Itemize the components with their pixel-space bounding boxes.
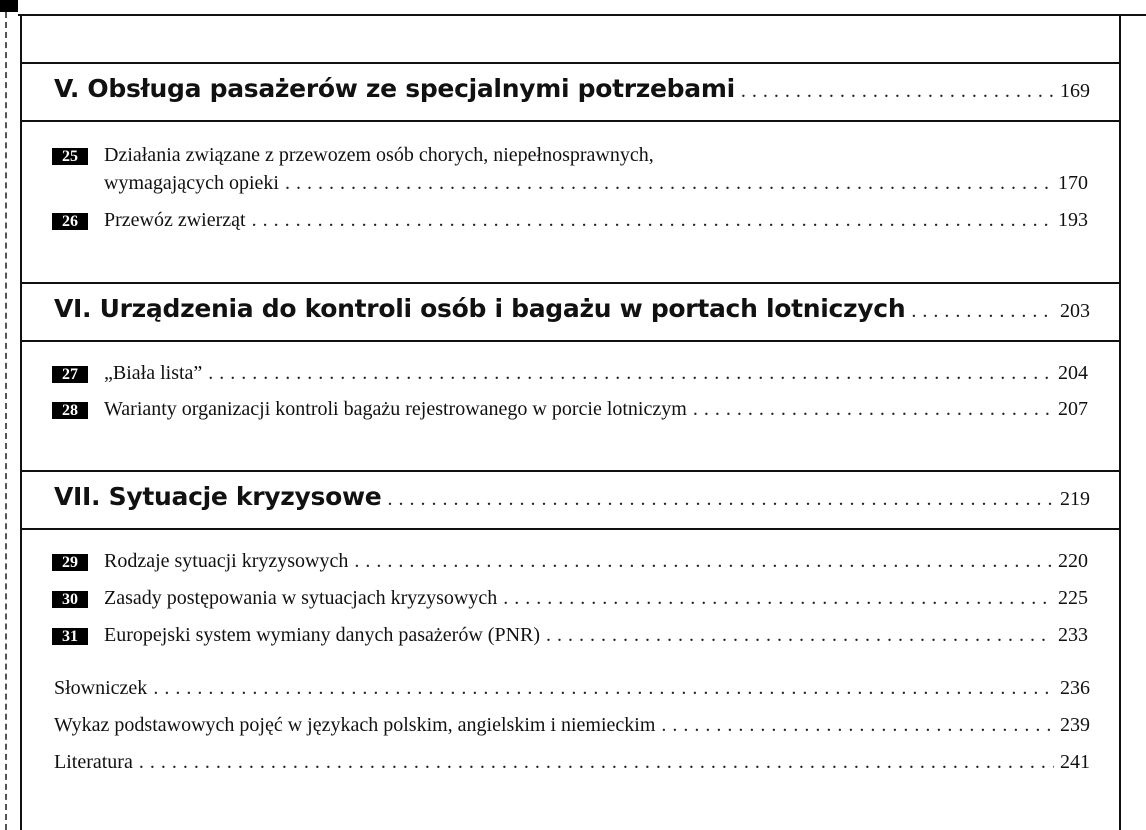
entry-title: Europejski system wymiany danych pasażerów (PNR) <box>104 624 541 646</box>
page-number: 236 <box>1060 677 1090 699</box>
chapter-number-badge: 26 <box>52 213 88 230</box>
dot-leader <box>503 587 1052 610</box>
page-number: 225 <box>1058 587 1088 609</box>
toc-entry-30[interactable] <box>52 587 1088 610</box>
chapter-number-badge: 29 <box>52 554 88 571</box>
section-heading-v[interactable] <box>54 74 1090 103</box>
dot-leader <box>741 80 1054 103</box>
page-number: 169 <box>1060 80 1090 102</box>
section-rule <box>21 470 1120 472</box>
section-title: V. Obsługa pasażerów ze specjalnymi potrzebami <box>54 74 735 103</box>
dot-leader <box>139 751 1054 774</box>
top-rule <box>18 14 1146 16</box>
toc-entry-31[interactable] <box>52 624 1088 647</box>
chapter-number-badge: 31 <box>52 628 88 645</box>
page-number: 204 <box>1058 362 1088 384</box>
chapter-number-badge: 28 <box>52 402 88 419</box>
dot-leader <box>911 300 1054 323</box>
chapter-number-badge: 25 <box>52 148 88 165</box>
chapter-number-badge: 27 <box>52 366 88 383</box>
section-rule <box>21 340 1120 342</box>
toc-entry-glossary[interactable] <box>54 677 1090 700</box>
toc-entry-terms[interactable] <box>54 714 1090 737</box>
section-title: VII. Sytuacje kryzysowe <box>54 482 382 511</box>
toc-entry-bibliography[interactable] <box>54 751 1090 774</box>
toc-entry-29[interactable] <box>52 550 1088 573</box>
page-number: 203 <box>1060 300 1090 322</box>
page-number: 170 <box>1058 172 1088 194</box>
dot-leader <box>693 398 1052 421</box>
entry-title: Rodzaje sytuacji kryzysowych <box>104 550 349 572</box>
chapter-number-badge: 30 <box>52 591 88 608</box>
entry-title: Przewóz zwierząt <box>104 209 246 231</box>
toc-entry-27[interactable] <box>52 362 1088 385</box>
page-number: 241 <box>1060 751 1090 773</box>
scan-edge-line <box>5 12 7 830</box>
section-rule <box>21 282 1120 284</box>
entry-title: Literatura <box>54 751 133 773</box>
page-number: 220 <box>1058 550 1088 572</box>
section-title: VI. Urządzenia do kontroli osób i bagażu w portach lotniczych <box>54 294 906 323</box>
entry-title: Zasady postępowania w sytuacjach kryzysowych <box>104 587 498 609</box>
section-heading-vi[interactable] <box>54 294 1090 323</box>
entry-title: Wykaz podstawowych pojęć w językach polskim, angielskim i niemieckim <box>54 714 656 736</box>
dot-leader <box>153 677 1054 700</box>
page-number: 219 <box>1060 488 1090 510</box>
toc-entry-25-cont[interactable] <box>52 172 1088 195</box>
entry-title: Działania związane z przewozem osób chorych, niepełnosprawnych, <box>104 144 654 166</box>
toc-entry-25[interactable] <box>52 144 1088 167</box>
toc-entry-26[interactable] <box>52 209 1088 232</box>
frame-left-border <box>20 15 22 830</box>
page-number: 193 <box>1058 209 1088 231</box>
section-rule <box>21 62 1120 64</box>
page-number: 233 <box>1058 624 1088 646</box>
dot-leader <box>546 624 1052 647</box>
section-rule <box>21 120 1120 122</box>
dot-leader <box>252 209 1052 232</box>
dot-leader <box>387 488 1054 511</box>
section-rule <box>21 528 1120 530</box>
entry-title: Warianty organizacji kontroli bagażu rejestrowanego w porcie lotniczym <box>104 398 687 420</box>
scan-corner-mark <box>0 0 18 12</box>
page-number: 239 <box>1060 714 1090 736</box>
dot-leader <box>208 362 1052 385</box>
section-heading-vii[interactable] <box>54 482 1090 511</box>
entry-title: „Biała lista” <box>104 362 203 384</box>
page-number: 207 <box>1058 398 1088 420</box>
dot-leader <box>661 714 1054 737</box>
entry-title: Słowniczek <box>54 677 148 699</box>
entry-title: wymagających opieki <box>104 172 279 194</box>
toc-entry-28[interactable] <box>52 398 1088 421</box>
frame-right-border <box>1119 15 1121 830</box>
dot-leader <box>285 172 1052 195</box>
dot-leader <box>354 550 1052 573</box>
